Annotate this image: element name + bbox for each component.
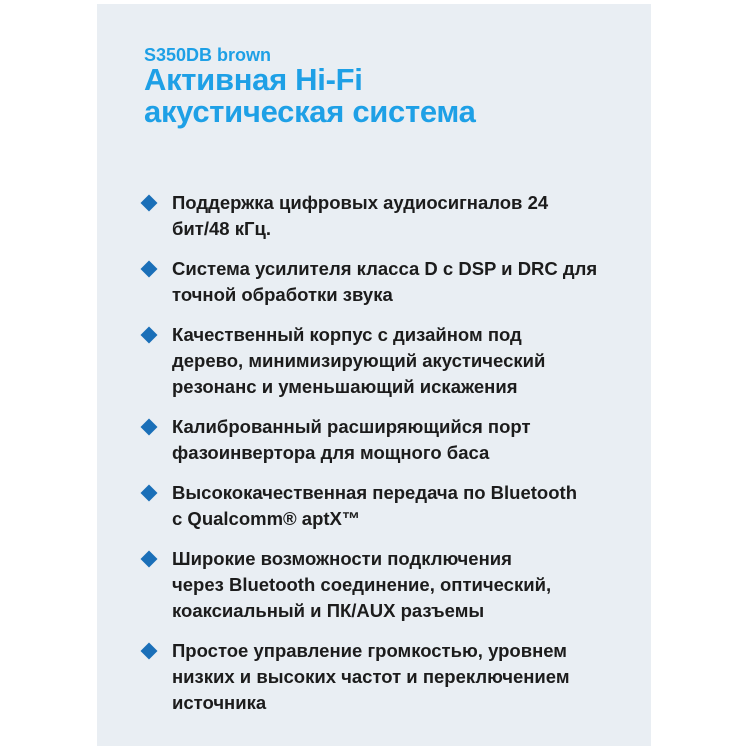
feature-item (139, 546, 644, 624)
feature-item (139, 256, 644, 308)
feature-line: Система усилителя класса D с DSP и DRC для (172, 258, 598, 279)
diamond-bullet-icon (141, 195, 158, 212)
feature-line: фазоинвертора для мощного баса (172, 442, 490, 463)
page-title (144, 64, 476, 128)
diamond-bullet-icon (141, 261, 158, 278)
feature-text (172, 638, 644, 716)
feature-text (172, 480, 644, 532)
product-info-card (97, 4, 651, 746)
feature-text (172, 322, 644, 400)
feature-line: с Qualcomm® aptX™ (172, 508, 361, 529)
diamond-bullet-icon (141, 327, 158, 344)
diamond-bullet-icon (141, 419, 158, 436)
feature-line: коаксиальный и ПК/AUX разъемы (172, 600, 485, 621)
feature-line: низких и высоких частот и переключением (172, 666, 570, 687)
title-line: Активная Hi-Fi (144, 62, 363, 97)
feature-item (139, 414, 644, 466)
feature-line: резонанс и уменьшающий искажения (172, 376, 518, 397)
feature-item (139, 322, 644, 400)
title-line: акустическая система (144, 94, 476, 129)
feature-line: Качественный корпус с дизайном под (172, 324, 522, 345)
feature-line: дерево, минимизирующий акустический (172, 350, 546, 371)
feature-line: через Bluetooth соединение, оптический, (172, 574, 552, 595)
feature-line: источника (172, 692, 267, 713)
diamond-bullet-icon (141, 551, 158, 568)
diamond-bullet-icon (141, 643, 158, 660)
feature-line: Калиброванный расширяющийся порт (172, 416, 531, 437)
feature-line: Высококачественная передача по Bluetooth (172, 482, 577, 503)
feature-text (172, 414, 644, 466)
feature-line: бит/48 кГц. (172, 218, 271, 239)
feature-item (139, 638, 644, 716)
feature-line: точной обработки звука (172, 284, 393, 305)
feature-text (172, 190, 644, 242)
feature-line: Широкие возможности подключения (172, 548, 512, 569)
model-name: S350DB brown (144, 45, 272, 65)
feature-text (172, 256, 644, 308)
feature-line: Поддержка цифровых аудиосигналов 24 (172, 192, 549, 213)
feature-item (139, 480, 644, 532)
diamond-bullet-icon (141, 485, 158, 502)
feature-item (139, 190, 644, 242)
feature-line: Простое управление громкостью, уровнем (172, 640, 567, 661)
feature-text (172, 546, 644, 624)
feature-list (139, 190, 644, 730)
